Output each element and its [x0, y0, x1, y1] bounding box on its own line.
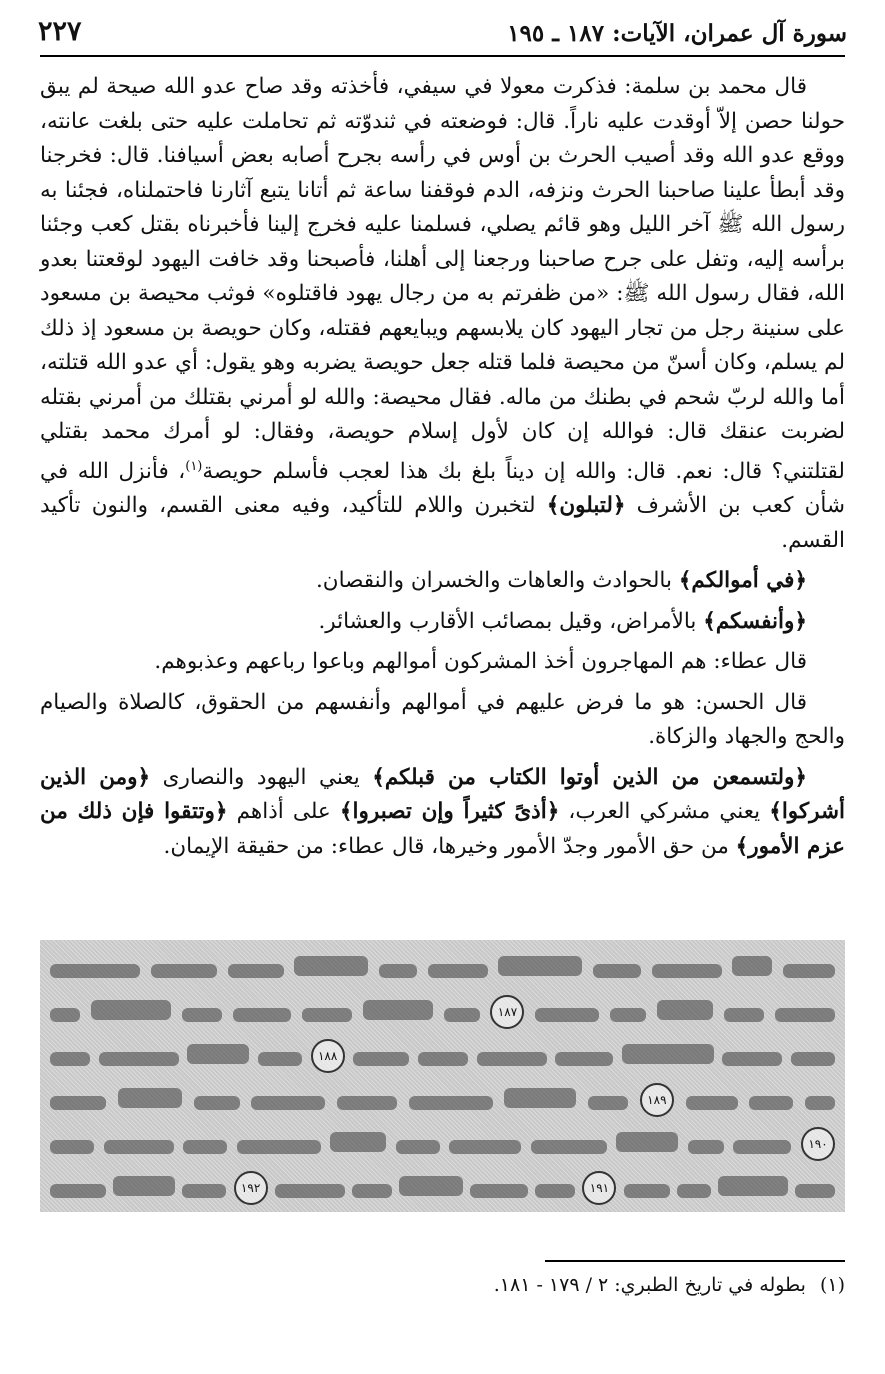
page-number: ٢٢٧ [38, 16, 82, 47]
page-header [38, 14, 847, 54]
story-tail: ، فأنزل الله في شأن كعب بن الأشرف [40, 458, 845, 519]
quran-verses-box [40, 940, 845, 1212]
quran-quote: ﴿ولتسمعن من الذين أوتوا الكتاب من قبلكم﴾ [372, 764, 807, 790]
ayah-number-marker: ١٩١ [582, 1171, 616, 1205]
ayah-number-marker: ١٨٧ [490, 995, 524, 1029]
quran-line [50, 1122, 835, 1166]
paragraph-hasan: قال الحسن: هو ما فرض عليهم في أموالهم وأنفسهم من الحقوق، كالصلاة والصيام والحج والجهاد والزكاة. [40, 689, 845, 750]
footnote-reference: (١) [185, 458, 203, 474]
paragraph-wealth [40, 564, 845, 599]
commentary-text: بالحوادث والعاهات والخسران والنقصان. [315, 568, 679, 594]
quran-line [50, 1078, 835, 1122]
footnote-divider [545, 1260, 845, 1262]
paragraph-selves [40, 605, 845, 640]
header-divider [40, 55, 845, 57]
footnote-text: بطوله في تاريخ الطبري: ٢ / ١٧٩ - ١٨١. [493, 1274, 806, 1296]
commentary-text: على أذاهم [227, 799, 340, 825]
ayah-number-marker: ١٩٢ [234, 1171, 268, 1205]
quran-quote: ﴿ومن الذين أشركوا﴾ [40, 764, 845, 825]
story-text: قال محمد بن سلمة: فذكرت معولا في سيفي، فأخذته وقد صاح عدو الله صيحة لم يبق حولنا حصن إلاّ أوقدت عليه ناراً. قال: فوضعته في ثندوّته ثم تحاملت عليه حتى بلغت عانته، ووقع عدو الله وقد أصيب الحرث بن أوس في رأسه بجرح أصابه بعض أسيافنا. قال: فخرجنا وقد أبطأ علينا صاحبنا الحرث ونزفه، الدم فوقفنا ساعة ثم أتانا يتبع آثارنا فاحتملناه، فجئنا به رسول الله ﷺ آخر الليل وهو قائم يصلي، فسلمنا عليه فخرج إلينا فأخبرناه بقتل كعب وجئنا برأسه إليه، وتفل على جرح صاحبنا ورجعنا إلى أهلنا، فأصبحنا وقد خافت اليهود لوقعتنا بعدو الله، فقال رسول الله ﷺ: «من ظفرتم به من رجال يهود فاقتلوه» فوثب محيصة بن مسعود على سنينة رجل من تجار اليهود كان يلابسهم ويبايعهم فقتله، وكان حويصة بن مسعود إذ ذلك لم يسلم، وكان أسنّ من محيصة فلما قتله جعل حويصة يضربه وهو يقول: أي عدو الله قتلته، أما والله لربّ شحم في بطنك من ماله. فقال محيصة: والله لو أمرني بقتلك من أمرني بقتله لضربت عنقك قال: فوالله إن كان لأول إسلام حويصة، وفقال: لو أمرك محمد بقتلي لقتلتني؟ قال: نعم. قال: والله إن ديناً بلغ بك هذا لعجب فأسلم حويصة [39, 74, 845, 484]
ayah-number-marker: ١٨٩ [640, 1083, 674, 1117]
running-title: سورة آل عمران، الآيات: ١٨٧ ـ ١٩٥ [507, 20, 847, 47]
quran-quote: ﴿وتتقوا فإن ذلك من عزم الأمور﴾ [40, 799, 845, 859]
quran-line [50, 1166, 835, 1210]
ayah-number-marker: ١٩٠ [801, 1127, 835, 1161]
commentary-text: يعني مشركي العرب، [559, 799, 770, 825]
paragraph-tafsir [40, 761, 845, 865]
quran-line [50, 1034, 835, 1078]
commentary-text: من حق الأمور وجدّ الأمور وخيرها، قال عطاء: من حقيقة الإيمان. [163, 833, 736, 859]
quran-line [50, 990, 835, 1034]
quran-quote: ﴿لتبلون﴾ [546, 493, 626, 519]
paragraph-story [40, 70, 845, 558]
quran-quote: ﴿أذىً كثيراً وإن تصبروا﴾ [339, 799, 560, 825]
paragraph-ata: قال عطاء: هم المهاجرون أخذ المشركون أموالهم وباعوا رباعهم وعذبوهم. [154, 649, 807, 675]
main-text [40, 70, 845, 870]
story-end: لتخبرن واللام للتأكيد، وفيه معنى القسم، والنون تأكيد القسم. [40, 493, 845, 553]
quran-quote: ﴿وأنفسكم﴾ [703, 608, 807, 634]
commentary-text: يعني اليهود والنصارى [150, 764, 373, 790]
footnote [40, 1270, 845, 1300]
quran-quote: ﴿في أموالكم﴾ [678, 568, 807, 594]
footnote-number: (١) [819, 1274, 845, 1296]
commentary-text: بالأمراض، وقيل بمصائب الأقارب والعشائر. [318, 608, 704, 634]
ayah-number-marker: ١٨٨ [311, 1039, 345, 1073]
quran-line [50, 946, 835, 990]
